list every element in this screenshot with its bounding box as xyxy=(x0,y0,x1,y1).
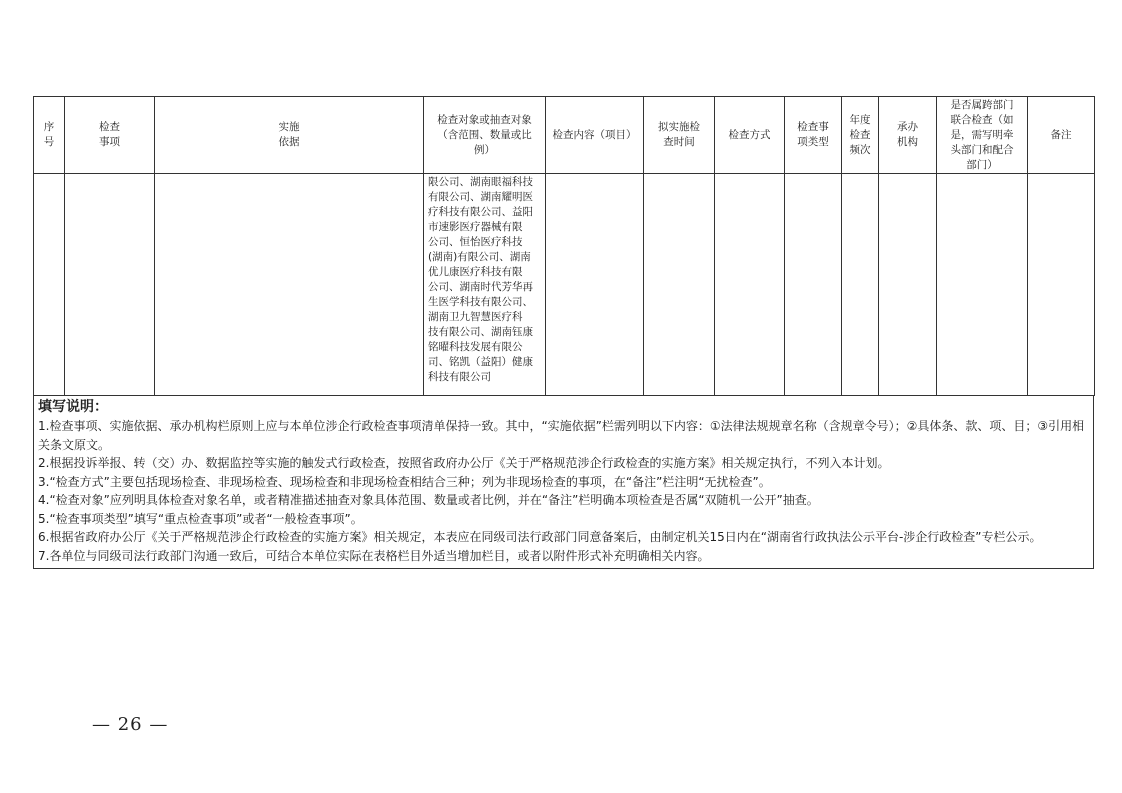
column-header-line: 检查内容（项目） xyxy=(552,128,637,141)
column-header-line: 检查对象或抽查对象 xyxy=(437,113,532,126)
instruction-item: 7.各单位与同级司法行政部门沟通一致后，可结合本单位实际在表格栏目外适当增加栏目，或者以附件形式补充明确相关内容。 xyxy=(38,548,710,563)
column-header xyxy=(546,97,644,174)
inspection-object-line: 公司、湖南时代芳华再 xyxy=(428,281,533,293)
column-header-line: 联合检查（如 xyxy=(950,113,1014,126)
column-header-line: 检查事 xyxy=(797,121,829,133)
cell-serial xyxy=(34,174,65,396)
column-header xyxy=(842,97,879,174)
inspection-object-line: 市速影医疗器械有限 xyxy=(428,221,523,233)
cell-basis xyxy=(155,174,424,396)
cell-time xyxy=(644,174,715,396)
column-header-line: 序 xyxy=(43,121,55,133)
inspection-object-line: 司、铭凯（益阳）健康 xyxy=(428,356,533,368)
table-header-row xyxy=(34,97,1095,174)
page-number: — 26 — xyxy=(92,714,169,735)
inspection-object-line: 疗科技有限公司、益阳 xyxy=(428,206,533,218)
column-header xyxy=(424,97,546,174)
column-header-line: 事项 xyxy=(99,136,120,148)
instruction-item: 3.“检查方式”主要包括现场检查、非现场检查、现场检查和非现场检查相结合三种；列为非现场检查的事项，在“备注”栏注明“无扰检查”。 xyxy=(38,474,771,489)
column-header-line: 检查 xyxy=(99,121,120,133)
inspection-object-line: 科技有限公司 xyxy=(428,371,491,383)
inspection-object-line: 铭曜科技发展有限公 xyxy=(428,341,523,353)
instructions-title: 填写说明： xyxy=(38,399,108,415)
filling-instructions xyxy=(33,396,1094,569)
column-header-line: 项类型 xyxy=(797,136,829,148)
column-header-line: 例） xyxy=(474,143,495,156)
table-row xyxy=(34,174,1095,396)
column-header-line: 头部门和配合 xyxy=(950,143,1014,156)
column-header-line: 查时间 xyxy=(663,136,695,148)
column-header-line: 承办 xyxy=(897,121,918,133)
cell-item xyxy=(65,174,155,396)
cell-agency xyxy=(879,174,937,396)
column-header xyxy=(65,97,155,174)
inspection-plan-table xyxy=(33,96,1095,396)
inspection-object-line: 公司、恒怡医疗科技 xyxy=(428,236,523,248)
cell-remark xyxy=(1028,174,1095,396)
column-header-line: 是，需写明牵 xyxy=(950,128,1014,141)
column-header-line: 号 xyxy=(43,136,55,148)
column-header-line: 部门） xyxy=(966,158,998,171)
column-header xyxy=(155,97,424,174)
column-header-line: 备注 xyxy=(1050,128,1072,141)
inspection-object-line: 技有限公司、湖南钰康 xyxy=(428,326,533,338)
instruction-item: 5.“检查事项类型”填写“重点检查事项”或者“一般检查事项”。 xyxy=(38,511,363,526)
column-header-line: 检查 xyxy=(849,128,871,141)
inspection-object-line: 生医学科技有限公司、 xyxy=(428,296,533,308)
cell-content xyxy=(546,174,644,396)
inspection-object-line: 限公司、湖南眼福科技 xyxy=(428,176,533,188)
column-header xyxy=(715,97,785,174)
inspection-plan-sheet xyxy=(33,96,1094,569)
inspection-object-line: (湖南)有限公司、湖南 xyxy=(428,251,531,263)
column-header-line: 是否属跨部门 xyxy=(950,98,1014,111)
cell-joint xyxy=(937,174,1028,396)
inspection-object-line: 优儿康医疗科技有限 xyxy=(428,266,523,278)
cell-inspection-objects xyxy=(424,174,546,396)
column-header-line: 检查方式 xyxy=(728,128,771,141)
instructions-list xyxy=(38,417,1089,565)
column-header xyxy=(879,97,937,174)
cell-method xyxy=(715,174,785,396)
inspection-object-line: 有限公司、湖南耀明医 xyxy=(428,191,533,203)
column-header-line: 拟实施检 xyxy=(658,121,700,133)
column-header-line: （含范围、数量或比 xyxy=(437,128,532,141)
inspection-object-line: 湖南卫九智慧医疗科 xyxy=(428,311,523,323)
instruction-item: 2.根据投诉举报、转（交）办、数据监控等实施的触发式行政检查，按照省政府办公厅《关于严格规范涉企行政检查的实施方案》相关规定执行，不列入本计划。 xyxy=(38,456,890,470)
column-header-line: 机构 xyxy=(897,136,918,148)
column-header xyxy=(34,97,65,174)
column-header xyxy=(937,97,1028,174)
column-header-line: 依据 xyxy=(278,136,300,148)
column-header-line: 年度 xyxy=(849,113,871,126)
column-header-line: 频次 xyxy=(849,143,871,156)
instruction-item: 4.“检查对象”应列明具体检查对象名单，或者精准描述抽查对象具体范围、数量或者比例，并在“备注”栏明确本项检查是否属“双随机一公开”抽查。 xyxy=(38,493,819,507)
column-header xyxy=(1028,97,1095,174)
instruction-item: 6.根据省政府办公厅《关于严格规范涉企行政检查的实施方案》相关规定，本表应在同级司法行政部门同意备案后，由制定机关15日内在“湖南省行政执法公示平台-涉企行政检查”专栏公示。 xyxy=(38,530,1042,544)
column-header xyxy=(785,97,842,174)
instruction-item: 1.检查事项、实施依据、承办机构栏原则上应与本单位涉企行政检查事项清单保持一致。其中，“实施依据”栏需列明以下内容：①法律法规规章名称（含规章令号）；②具体条、款、项、目；③引用相关条文原文。 xyxy=(38,419,1085,452)
column-header-line: 实施 xyxy=(278,121,300,133)
cell-type xyxy=(785,174,842,396)
column-header xyxy=(644,97,715,174)
cell-frequency xyxy=(842,174,879,396)
